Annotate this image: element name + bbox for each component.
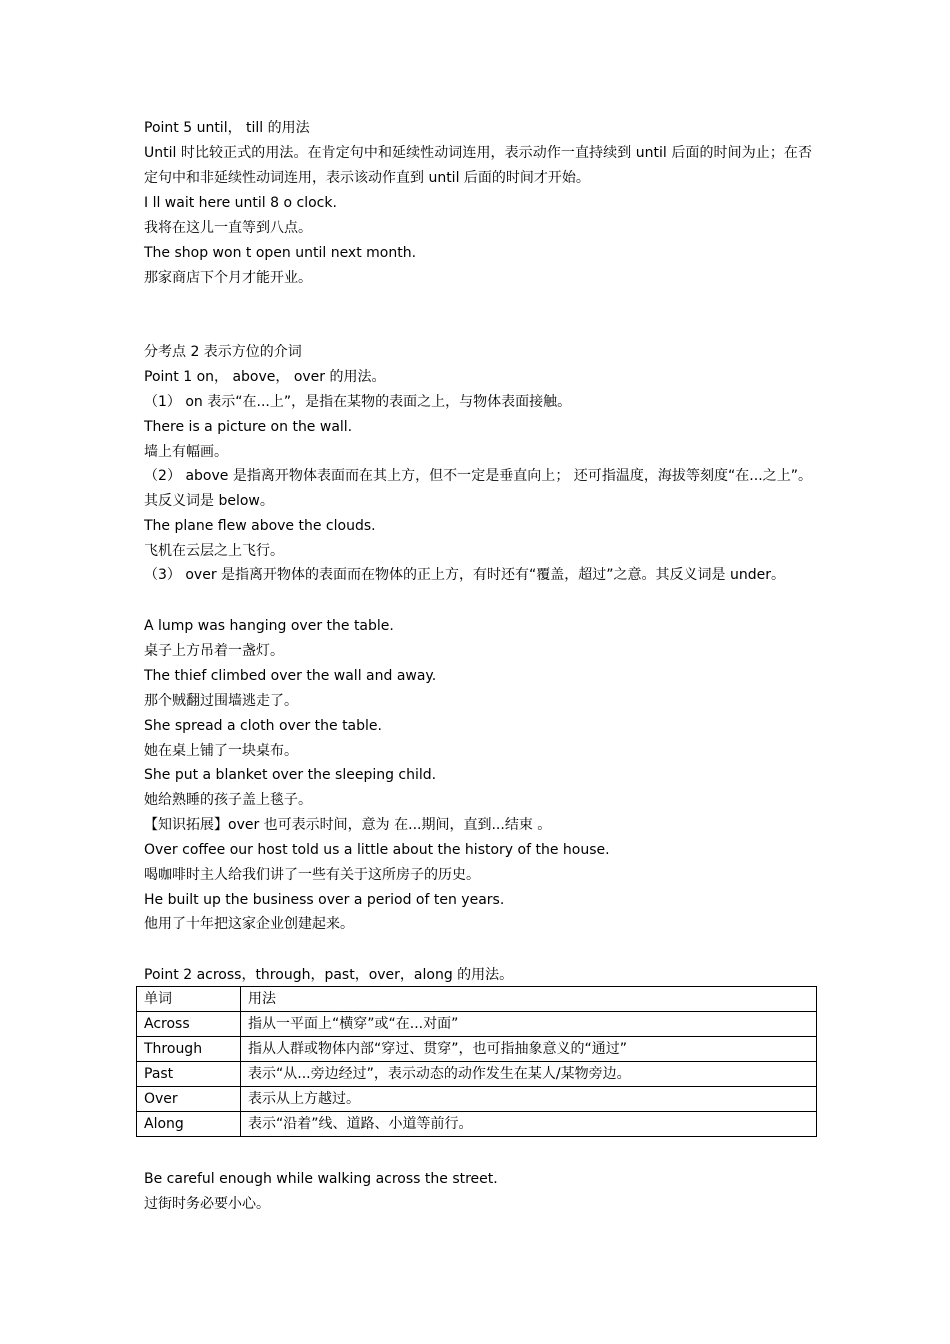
table-cell-word: Through: [137, 1037, 241, 1062]
table-row: [137, 1087, 817, 1112]
above-example-en: The plane flew above the clouds.: [144, 518, 376, 534]
extension-example-2-cn: 他用了十年把这家企业创建起来。: [144, 916, 354, 932]
over-example-4-en: She put a blanket over the sleeping child.: [144, 767, 437, 783]
until-usage-paragraph: Until 时比较正式的用法。在肯定句中和延续性动词连用，表示动作一直持续到 until 后面的时间为止；在否定句中和非延续性动词连用，表示该动作直到 until 后面的时间才开始。: [144, 145, 812, 186]
above-example-cn: 飞机在云层之上飞行。: [144, 543, 284, 559]
on-example-en: There is a picture on the wall.: [144, 419, 353, 435]
table-cell-usage: 指从一平面上“横穿”或“在...对面”: [241, 1012, 817, 1037]
table-header-cell: 单词: [137, 987, 241, 1012]
over-example-2-cn: 那个贼翻过围墙逃走了。: [144, 693, 298, 709]
until-example-2-en: The shop won t open until next month.: [144, 245, 417, 261]
extension-example-2-en: He built up the business over a period of ten years.: [144, 892, 505, 908]
point2-heading: Point 2 across，through，past，over，along 的用法。: [144, 967, 514, 983]
table-cell-word: Over: [137, 1087, 241, 1112]
table-row: [137, 1037, 817, 1062]
closing-example-cn: 过街时务必要小心。: [144, 1196, 270, 1212]
table-header-cell: 用法: [241, 987, 817, 1012]
point1-heading: Point 1 on， above， over 的用法。: [144, 369, 386, 385]
over-example-1-en: A lump was hanging over the table.: [144, 618, 394, 634]
extension-example-1-en: Over coffee our host told us a little about the history of the house.: [144, 842, 610, 858]
over-example-3-en: She spread a cloth over the table.: [144, 718, 382, 734]
over-example-2-en: The thief climbed over the wall and away.: [144, 668, 437, 684]
subsection-title: 分考点 2 表示方位的介词: [144, 344, 302, 360]
table-cell-usage: 指从人群或物体内部“穿过、贯穿”，也可指抽象意义的“通过”: [241, 1037, 817, 1062]
table-cell-word: Across: [137, 1012, 241, 1037]
table-cell-usage: 表示“沿着”线、道路、小道等前行。: [241, 1112, 817, 1137]
until-example-1-cn: 我将在这儿一直等到八点。: [144, 220, 312, 236]
until-example-2-cn: 那家商店下个月才能开业。: [144, 270, 312, 286]
above-rule: （2） above 是指离开物体表面而在其上方，但不一定是垂直向上； 还可指温度，海拔等刻度“在...之上”。其反义词是 below。: [144, 468, 812, 509]
over-rule: （3） over 是指离开物体的表面而在物体的正上方，有时还有“覆盖，超过”之意。其反义词是 under。: [144, 567, 785, 583]
on-rule: （1） on 表示“在...上”，是指在某物的表面之上，与物体表面接触。: [144, 394, 572, 410]
table-cell-word: Past: [137, 1062, 241, 1087]
closing-example-en: Be careful enough while walking across the street.: [144, 1171, 498, 1187]
until-example-1-en: I ll wait here until 8 o clock.: [144, 195, 337, 211]
table-header-row: [137, 987, 817, 1012]
preposition-usage-table: [136, 986, 817, 1137]
knowledge-extension: 【知识拓展】over 也可表示时间，意为 在...期间，直到...结束 。: [144, 817, 552, 833]
table-row: [137, 1012, 817, 1037]
table-cell-usage: 表示从上方越过。: [241, 1087, 817, 1112]
point5-heading: Point 5 until， till 的用法: [144, 120, 310, 136]
table-row: [137, 1112, 817, 1137]
table-row: [137, 1062, 817, 1087]
table-cell-usage: 表示“从...旁边经过”，表示动态的动作发生在某人/某物旁边。: [241, 1062, 817, 1087]
over-example-1-cn: 桌子上方吊着一盏灯。: [144, 643, 284, 659]
extension-example-1-cn: 喝咖啡时主人给我们讲了一些有关于这所房子的历史。: [144, 867, 480, 883]
over-example-3-cn: 她在桌上铺了一块桌布。: [144, 743, 298, 759]
table-cell-word: Along: [137, 1112, 241, 1137]
over-example-4-cn: 她给熟睡的孩子盖上毯子。: [144, 792, 312, 808]
on-example-cn: 墙上有幅画。: [144, 444, 228, 460]
